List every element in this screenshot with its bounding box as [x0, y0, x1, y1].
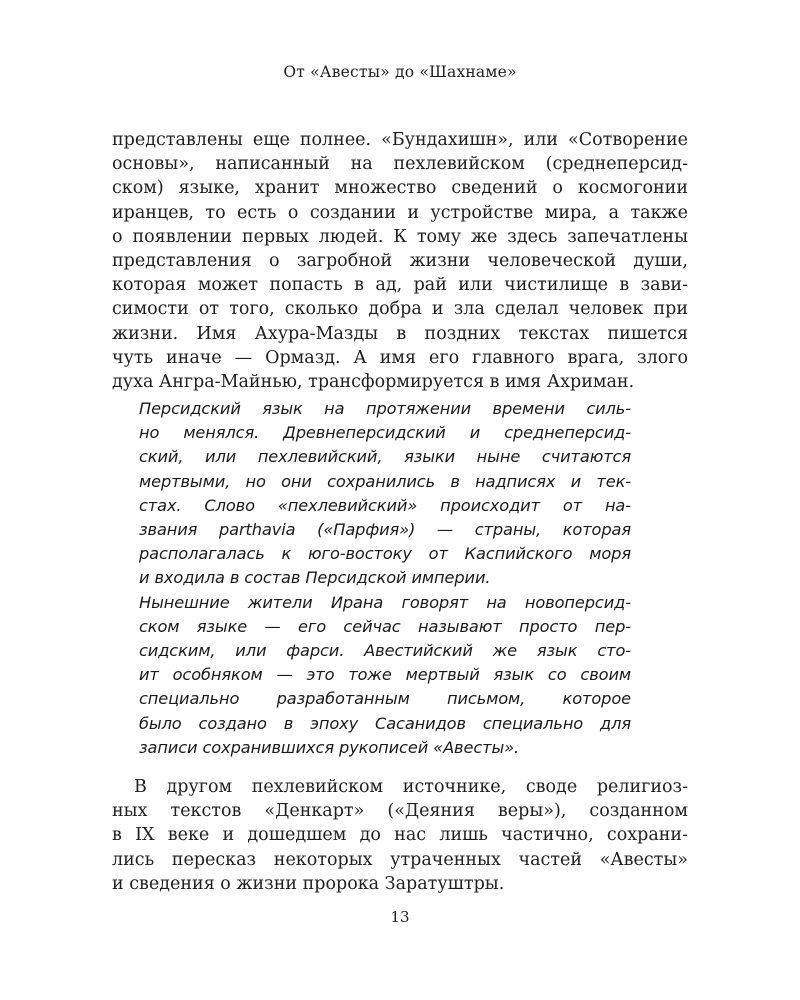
- text-line: и сведения о жизни пророка Заратуштры.: [112, 873, 505, 894]
- note-line: записи сохранившихся рукописей «Авесты».: [139, 737, 520, 757]
- text-line: представления о загробной жизни человеческой души,: [112, 251, 688, 272]
- note-line: мертвыми, но они сохранились в надписях и тек-: [139, 471, 631, 491]
- text-line: духа Ангра-Майнью, трансформируется в имя Ахриман.: [112, 372, 635, 393]
- note-line: Персидский язык на протяжении времени силь-: [139, 399, 631, 418]
- text-line: ском) языке, хранит множество сведений о космогонии: [112, 178, 688, 199]
- note-line: ском языке — его сейчас называют просто пер-: [139, 616, 631, 636]
- text-line: лись пересказ некоторых утраченных частей «Авесты»: [112, 849, 688, 870]
- note-line: Нынешние жители Ирана говорят на новоперсид-: [139, 592, 631, 612]
- text-line: в IX веке и дошедшем до нас лишь частично, сохрани-: [112, 825, 688, 846]
- note-line: стах. Слово «пехлевийский» происходит от на-: [139, 495, 631, 515]
- text-line: В другом пехлевийском источнике, своде религиоз-: [134, 777, 688, 797]
- sidebar-note: [139, 397, 631, 760]
- text-line: жизни. Имя Ахура-Мазды в поздних текстах пишется: [112, 323, 688, 344]
- note-line: сидским, или фарси. Авестийский же язык сто-: [139, 641, 631, 661]
- text-line: о появлении первых людей. К тому же здесь запечатлены: [112, 226, 688, 247]
- note-line: и входила в состав Персидской империи.: [139, 568, 491, 588]
- note-line: располагалась к юго-востоку от Каспийского моря: [139, 544, 631, 564]
- note-line: звания parthavia («Парфия») — страны, которая: [139, 520, 631, 540]
- text-line: иранцев, то есть о создании и устройстве мира, а также: [112, 202, 688, 223]
- body-paragraph-1: [112, 128, 688, 394]
- note-line: было создано в эпоху Сасанидов специально для: [139, 713, 631, 733]
- note-line: ит особняком — это тоже мертвый язык со своим: [139, 665, 631, 685]
- note-line: ский, или пехлевийский, языки ныне считаются: [139, 447, 631, 467]
- text-line: которая может попасть в ад, рай или чистилище в зави-: [112, 275, 688, 296]
- text-line: симости от того, сколько добра и зла сделал человек при: [112, 299, 688, 320]
- note-line: специально разработанным письмом, которое: [139, 689, 631, 709]
- text-line: основы», написанный на пехлевийском (среднеперсид-: [112, 154, 688, 175]
- text-line: представлены еще полнее. «Бундахишн», или «Сотворение: [112, 130, 688, 150]
- text-line: ных текстов «Денкарт» («Деяния веры»), созданном: [112, 801, 688, 822]
- body-paragraph-2: [112, 775, 688, 896]
- running-head: От «Авесты» до «Шахнаме»: [283, 63, 517, 81]
- note-line: но менялся. Древнеперсидский и среднеперсид-: [139, 423, 631, 443]
- page-number: 13: [390, 908, 410, 926]
- text-line: чуть иначе — Ормазд. А имя его главного врага, злого: [112, 347, 688, 368]
